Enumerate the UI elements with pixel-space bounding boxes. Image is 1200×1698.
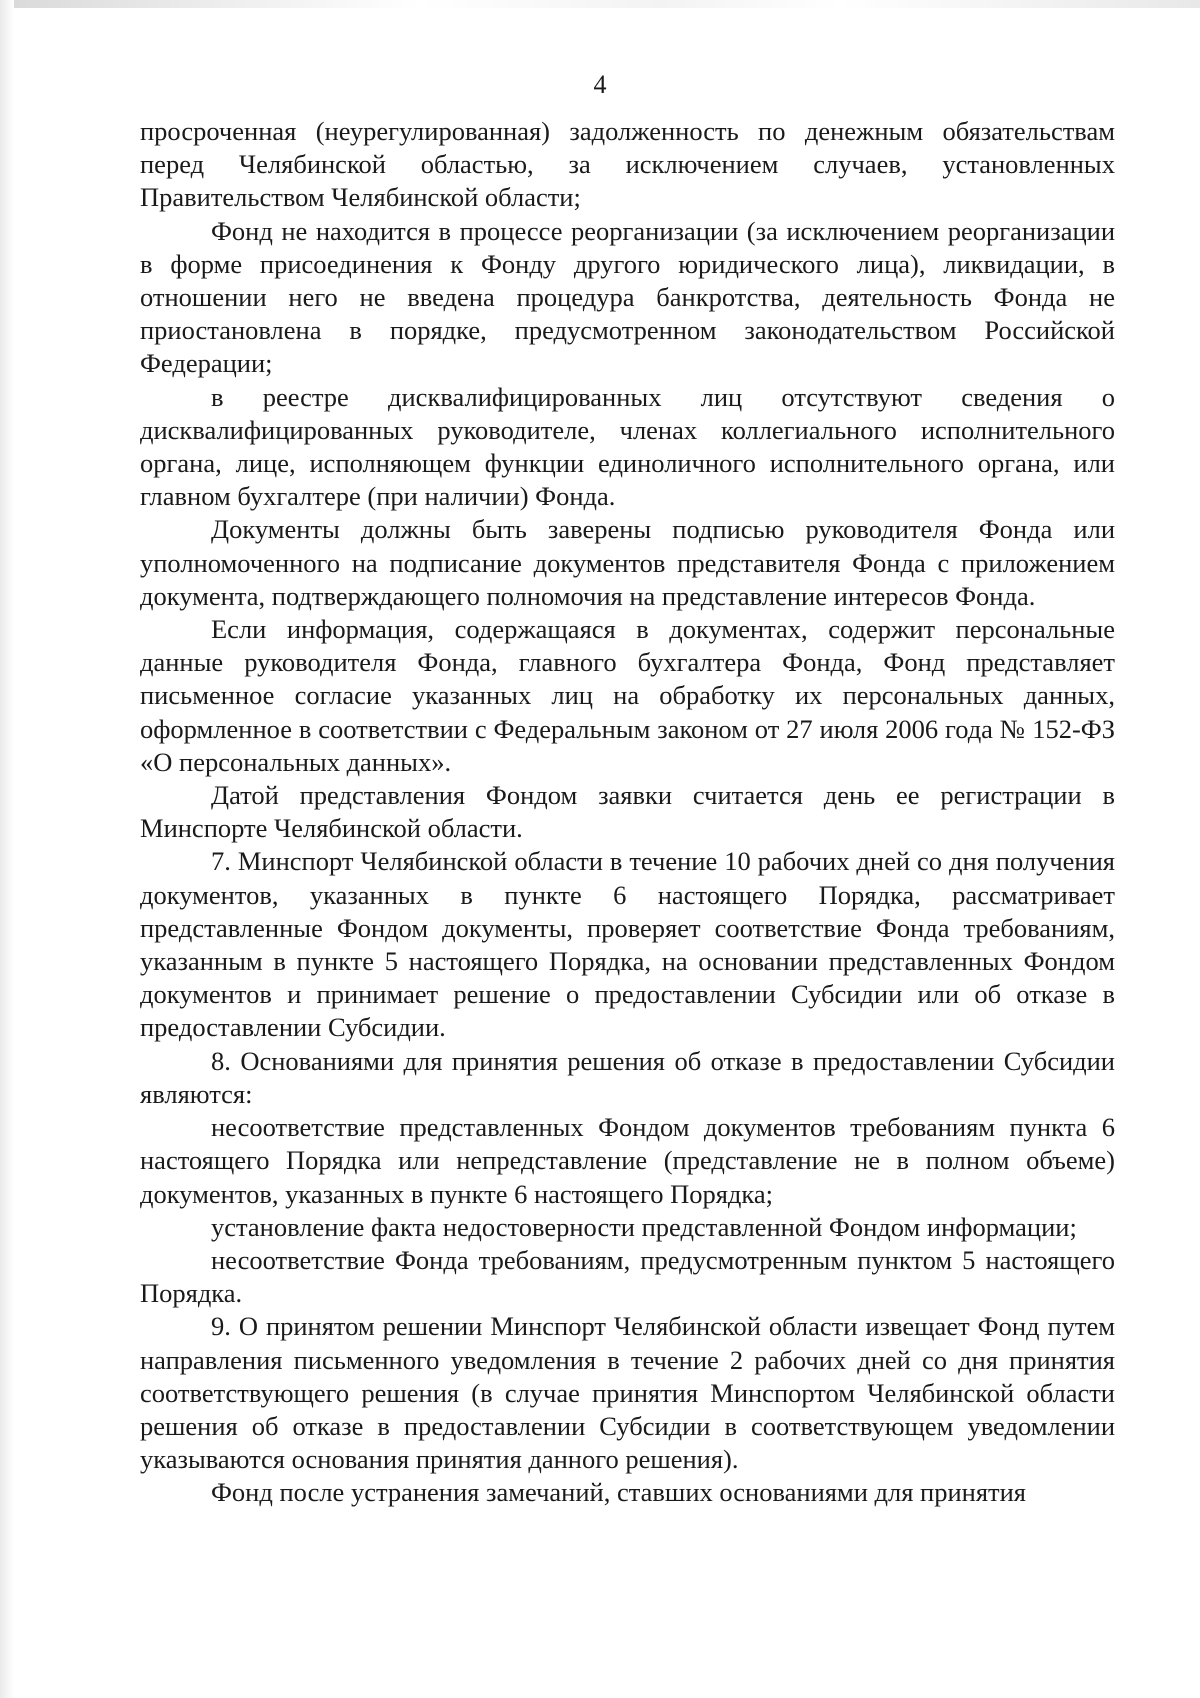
scan-left-edge [0, 0, 14, 1698]
paragraph-refusal-ground-requirements: несоответствие Фонда требованиям, предусмотренным пунктом 5 настоящего Порядка. [140, 1244, 1115, 1309]
paragraph-item-7: 7. Минспорт Челябинской области в течение 10 рабочих дней со дня получения документов, указанных в пункте 6 настоящего Порядка, рассматривает представленные Фондом документы, проверяет соответствие Фонда требованиям, указанным в пункте 5 настоящего Порядка, на основании представленных Фондом документов и принимает решение о предоставлении Субсидии или об отказе в предоставлении Субсидии. [140, 846, 1115, 1043]
paragraph-refusal-ground-documents: несоответствие представленных Фондом документов требованиям пункта 6 настоящего Порядка или непредставление (представление не в полном объеме) документов, указанных в пункте 6 настоящего Порядка; [140, 1112, 1115, 1209]
document-body [140, 115, 1115, 1510]
paragraph-personal-data-consent: Если информация, содержащаяся в документах, содержит персональные данные руководителя Фонда, главного бухгалтера Фонда, Фонд представляет письменное согласие указанных лиц на обработку их персональных данных, оформленное в соответствии с Федеральным законом от 27 июля 2006 года № 152-ФЗ «О персональных данных». [140, 614, 1115, 777]
paragraph-item-9: 9. О принятом решении Минспорт Челябинской области извещает Фонд путем направления письменного уведомления в течение 2 рабочих дней со дня принятия соответствующего решения (в случае принятия Минспортом Челябинской области решения об отказе в предоставлении Субсидии в соответствующем уведомлении указываются основания принятия данного решения). [140, 1311, 1115, 1475]
page-number: 4 [593, 70, 607, 99]
paragraph-after-corrections: Фонд после устранения замечаний, ставших основаниями для принятия [211, 1477, 1026, 1508]
paragraph-overdue-debt: просроченная (неурегулированная) задолженность по денежным обязательствам перед Челябинской областью, за исключением случаев, установленных Правительством Челябинской области; [140, 116, 1115, 213]
paragraph-application-date: Датой представления Фондом заявки считается день ее регистрации в Минспорте Челябинской области. [140, 780, 1115, 844]
paragraph-refusal-ground-false-info: установление факта недостоверности представленной Фондом информации; [211, 1211, 1077, 1242]
paragraph-no-reorganization: Фонд не находится в процессе реорганизации (за исключением реорганизации в форме присоединения к Фонду другого юридического лица), ликвидации, в отношении него не введена процедура банкротства, деятельность Фонда не приостановлена в порядке, предусмотренном законодательством Российской Федерации; [140, 215, 1115, 379]
paragraph-disqualified-registry: в реестре дисквалифицированных лиц отсутствуют сведения о дисквалифицированных руководителе, членах коллегиального исполнительного органа, лице, исполняющем функции единоличного исполнительного органа, или главном бухгалтере (при наличии) Фонда. [140, 381, 1115, 512]
paragraph-item-8: 8. Основаниями для принятия решения об отказе в предоставлении Субсидии являются: [140, 1045, 1115, 1109]
scan-top-edge [0, 0, 1200, 8]
paragraph-documents-certified: Документы должны быть заверены подписью руководителя Фонда или уполномоченного на подписание документов представителя Фонда с приложением документа, подтверждающего полномочия на представление интересов Фонда. [140, 514, 1115, 611]
